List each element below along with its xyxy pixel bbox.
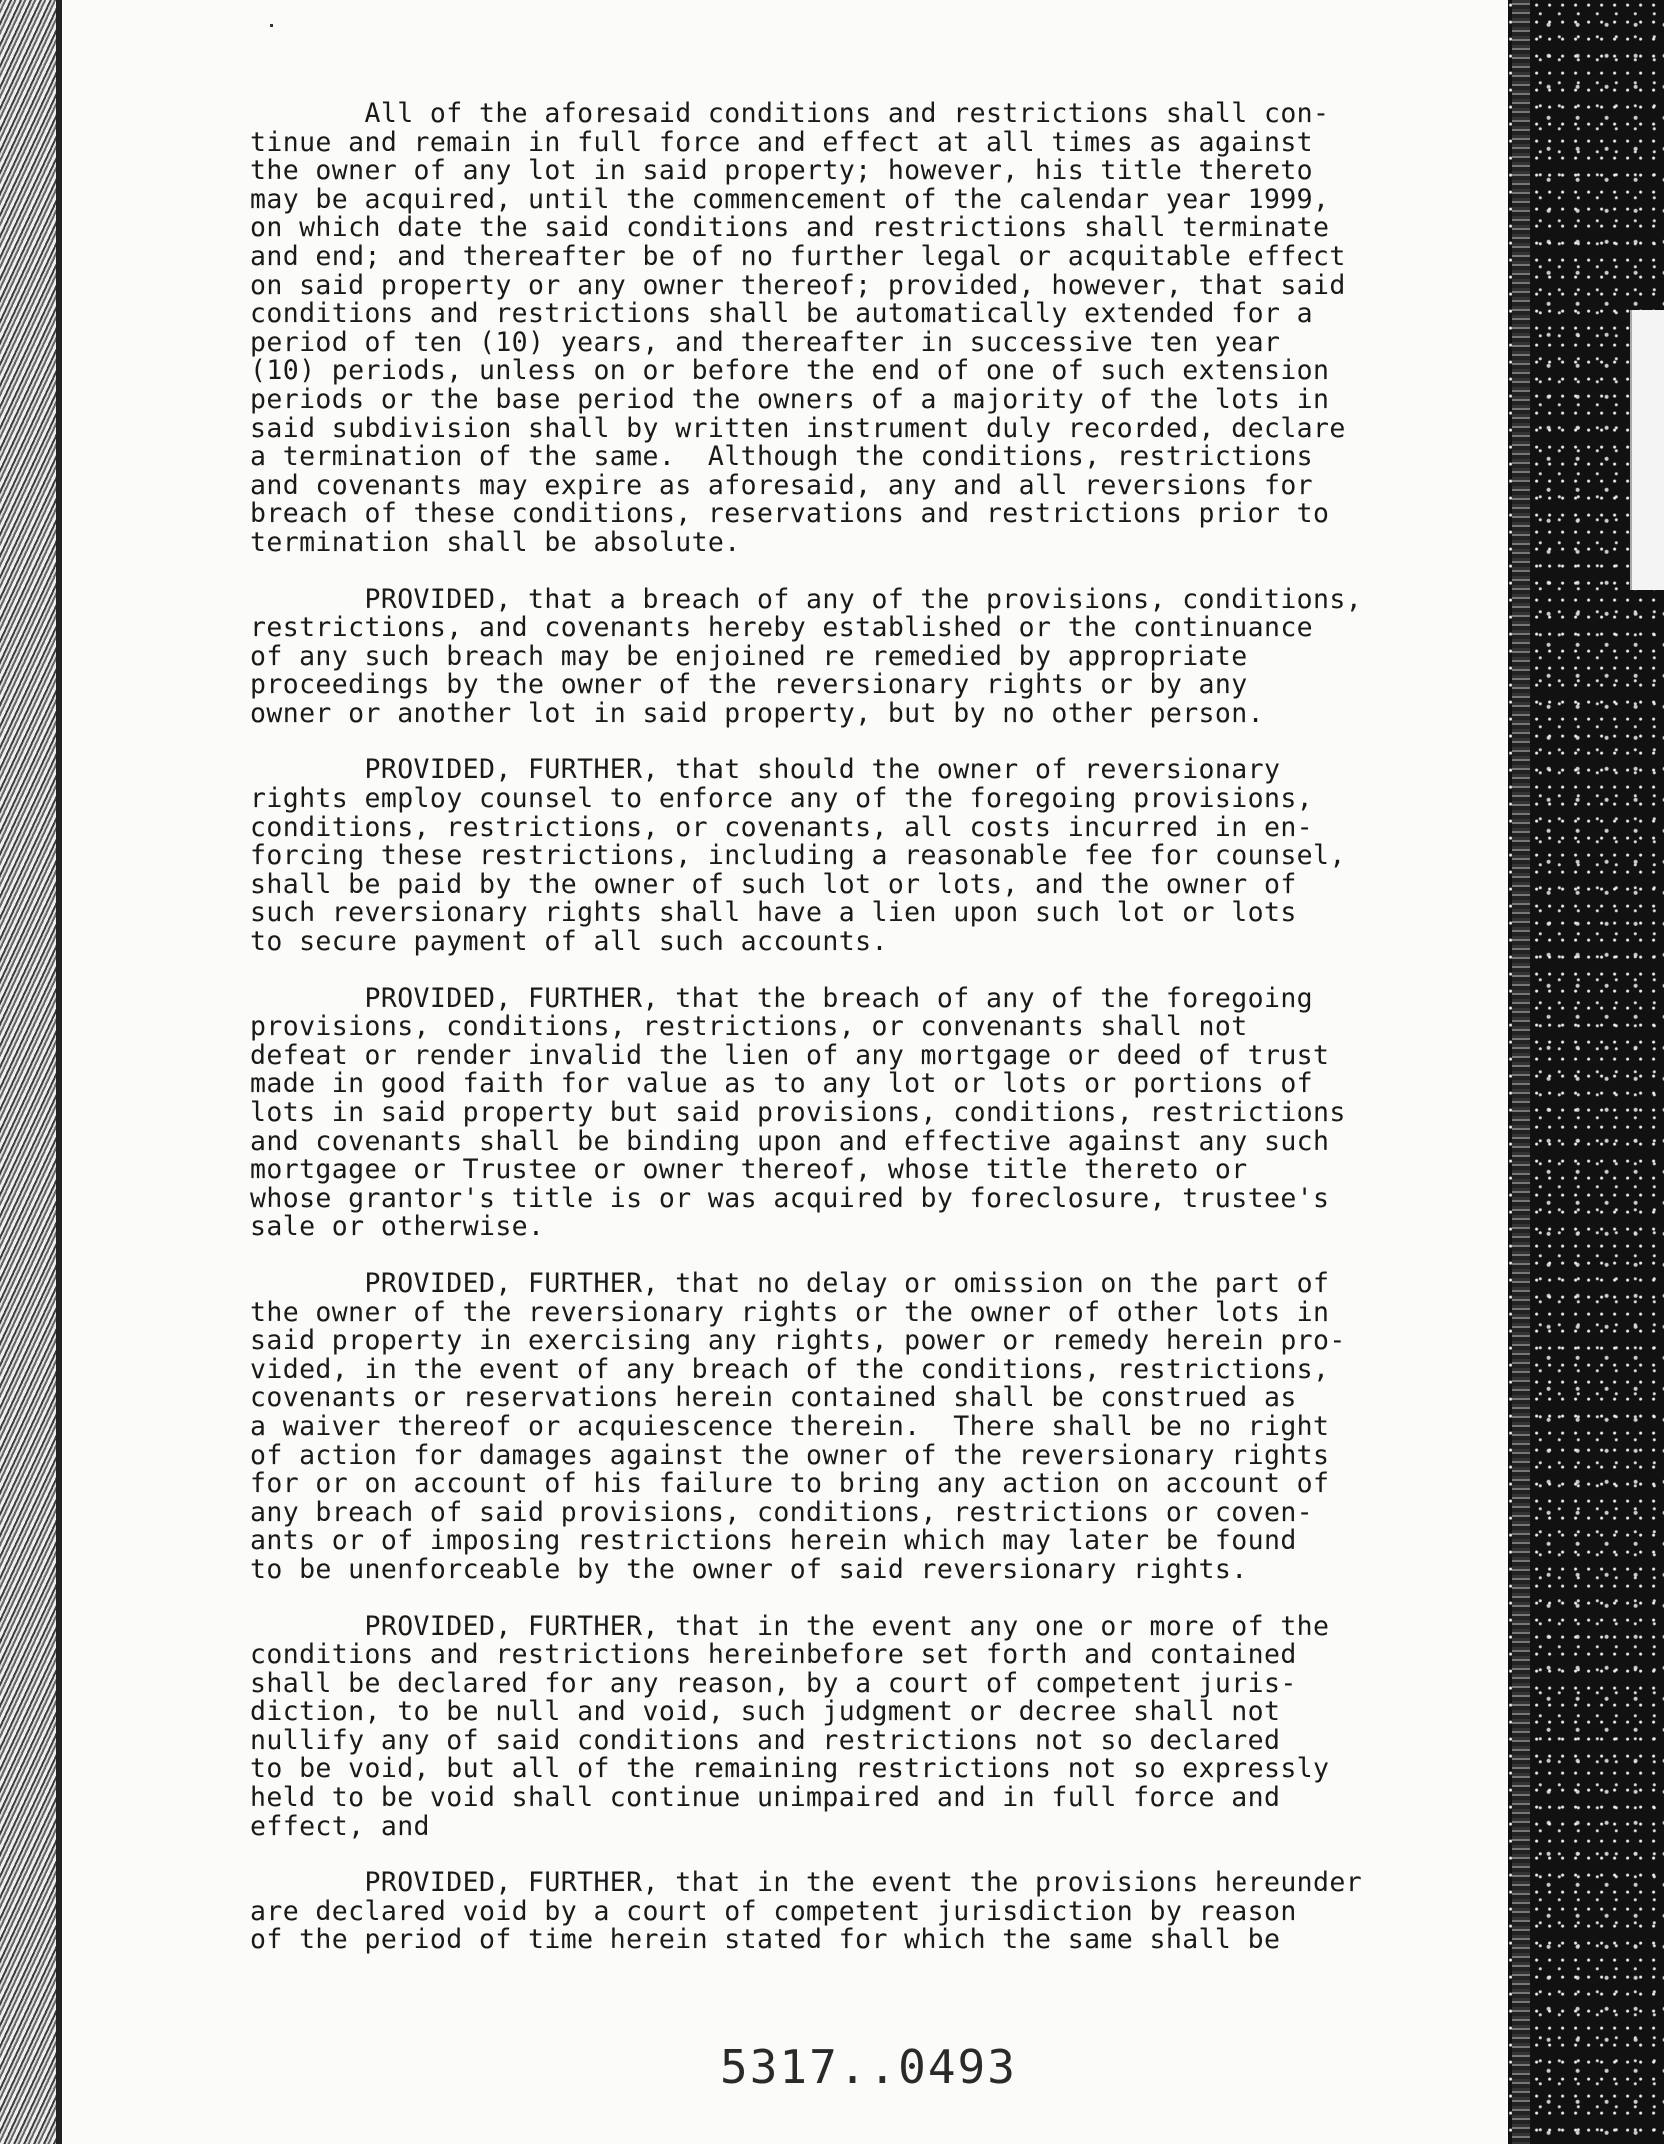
document-body — [250, 100, 1430, 1983]
text-line: of action for damages against the owner of the reversionary rights — [250, 1439, 1330, 1471]
text-line: for or on account of his failure to bring any action on account of — [250, 1468, 1330, 1500]
text-line: rights employ counsel to enforce any of the foregoing provisions, — [250, 783, 1314, 815]
text-line: tinue and remain in full force and effect at all times as against — [250, 126, 1314, 158]
text-line: conditions and restrictions hereinbefore set forth and contained — [250, 1639, 1297, 1671]
paragraph — [250, 982, 1430, 1243]
scan-speck — [270, 24, 273, 27]
text-line: the owner of the reversionary rights or the owner of other lots in — [250, 1296, 1330, 1328]
text-line: of any such breach may be enjoined re remedied by appropriate — [250, 640, 1248, 672]
text-line: PROVIDED, FURTHER, that in the event the provisions hereunder — [250, 1867, 1363, 1899]
text-line: periods or the base period the owners of a majority of the lots in — [250, 383, 1330, 415]
text-line: vided, in the event of any breach of the conditions, restrictions, — [250, 1353, 1330, 1385]
text-line: a termination of the same. Although the conditions, restrictions — [250, 441, 1314, 473]
text-line: made in good faith for value as to any lot or lots or portions of — [250, 1068, 1314, 1100]
text-line: nullify any of said conditions and restrictions not so declared — [250, 1724, 1281, 1756]
text-line: termination shall be absolute. — [250, 526, 741, 558]
text-line: and covenants shall be binding upon and effective against any such — [250, 1125, 1330, 1157]
text-line: forcing these restrictions, including a reasonable fee for counsel, — [250, 840, 1346, 872]
text-line: to be void, but all of the remaining restrictions not so expressly — [250, 1753, 1330, 1785]
text-line: a waiver thereof or acquiescence therein. There shall be no right — [250, 1410, 1330, 1442]
text-line: All of the aforesaid conditions and restrictions shall con- — [250, 98, 1330, 129]
text-line: restrictions, and covenants hereby established or the continuance — [250, 612, 1314, 644]
text-line: said subdivision shall by written instrument duly recorded, declare — [250, 412, 1346, 444]
text-line: conditions and restrictions shall be automatically extended for a — [250, 298, 1314, 330]
paragraph — [250, 100, 1430, 558]
text-line: on said property or any owner thereof; provided, however, that said — [250, 269, 1346, 301]
text-line: held to be void shall continue unimpaired and in full force and — [250, 1782, 1281, 1814]
text-line: sale or otherwise. — [250, 1211, 545, 1243]
text-line: diction, to be null and void, such judgment or decree shall not — [250, 1696, 1281, 1728]
text-line: such reversionary rights shall have a lien upon such lot or lots — [250, 897, 1297, 929]
text-line: on which date the said conditions and restrictions shall terminate — [250, 212, 1330, 244]
text-line: any breach of said provisions, conditions, restrictions or coven- — [250, 1496, 1314, 1528]
text-line: covenants or reservations herein contained shall be construed as — [250, 1382, 1297, 1414]
text-line: proceedings by the owner of the reversionary rights or by any — [250, 669, 1248, 701]
scan-left-edge-border — [56, 0, 62, 2144]
text-line: owner or another lot in said property, but by no other person. — [250, 697, 1264, 729]
paragraph — [250, 1869, 1430, 1955]
text-line: lots in said property but said provisions, conditions, restrictions — [250, 1097, 1346, 1128]
text-line: to secure payment of all such accounts. — [250, 926, 888, 958]
text-line: conditions, restrictions, or covenants, all costs incurred in en- — [250, 811, 1314, 843]
paragraph — [250, 1267, 1430, 1585]
text-line: breach of these conditions, reservations and restrictions prior to — [250, 498, 1330, 530]
scan-right-tab — [1630, 310, 1664, 590]
text-line: may be acquired, until the commencement of the calendar year 1999, — [250, 183, 1330, 215]
text-line: and covenants may expire as aforesaid, any and all reversions for — [250, 469, 1314, 501]
text-line: of the period of time herein stated for which the same shall be — [250, 1924, 1281, 1956]
text-line: mortgagee or Trustee or owner thereof, whose title thereto or — [250, 1154, 1248, 1186]
paragraph — [250, 583, 1430, 729]
text-line: ants or of imposing restrictions herein which may later be found — [250, 1525, 1297, 1557]
page-number: 5317..0493 — [720, 2040, 1017, 2094]
scan-left-edge — [0, 0, 62, 2144]
text-line: shall be paid by the owner of such lot or lots, and the owner of — [250, 868, 1297, 900]
text-line: whose grantor's title is or was acquired by foreclosure, trustee's — [250, 1182, 1330, 1214]
text-line: the owner of any lot in said property; however, his title thereto — [250, 155, 1314, 187]
text-line: effect, and — [250, 1810, 430, 1842]
paragraph — [250, 756, 1430, 956]
text-line: PROVIDED, FURTHER, that the breach of any of the foregoing — [250, 982, 1314, 1014]
text-line: defeat or render invalid the lien of any mortgage or deed of trust — [250, 1039, 1330, 1071]
text-line: PROVIDED, FURTHER, that no delay or omission on the part of — [250, 1267, 1330, 1299]
text-line: to be unenforceable by the owner of said reversionary rights. — [250, 1553, 1248, 1585]
text-line: (10) periods, unless on or before the end of one of such extension — [250, 355, 1330, 387]
text-line: and end; and thereafter be of no further legal or acquitable effect — [250, 240, 1346, 272]
paragraph — [250, 1610, 1430, 1842]
text-line: shall be declared for any reason, by a court of competent juris- — [250, 1667, 1297, 1699]
text-line: PROVIDED, that a breach of any of the provisions, conditions, — [250, 583, 1363, 615]
text-line: period of ten (10) years, and thereafter in successive ten year — [250, 326, 1281, 358]
text-line: are declared void by a court of competent jurisdiction by reason — [250, 1895, 1297, 1927]
text-line: provisions, conditions, restrictions, or convenants shall not — [250, 1011, 1248, 1043]
text-line: PROVIDED, FURTHER, that should the owner of reversionary — [250, 754, 1281, 786]
text-line: said property in exercising any rights, power or remedy herein pro- — [250, 1325, 1346, 1357]
text-line: PROVIDED, FURTHER, that in the event any one or more of the — [250, 1610, 1330, 1642]
scan-right-edge-strip — [1512, 0, 1530, 2144]
